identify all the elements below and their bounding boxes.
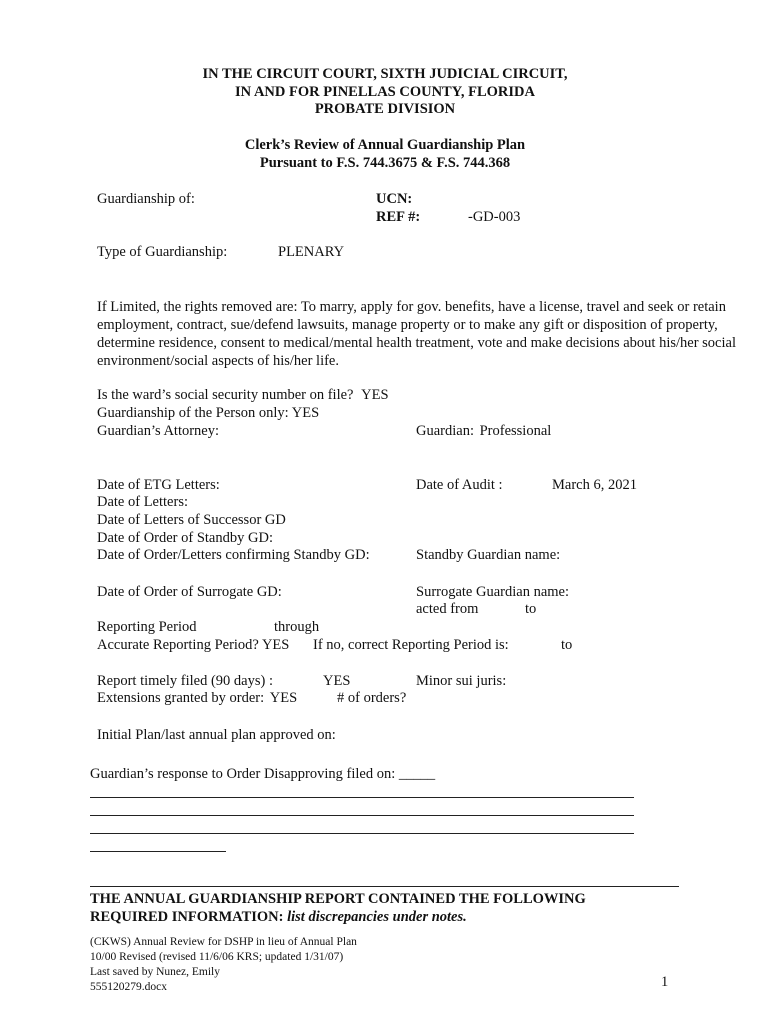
date-standby-confirm-label: Date of Order/Letters confirming Standby GD: bbox=[97, 547, 370, 563]
response-line-2 bbox=[90, 815, 634, 816]
minor-sui-juris-label: Minor sui juris: bbox=[416, 673, 507, 689]
accurate-value: YES bbox=[261, 637, 290, 653]
ucn-label: UCN: bbox=[376, 191, 413, 207]
date-surrogate-order-label: Date of Order of Surrogate GD: bbox=[97, 584, 282, 600]
type-of-guardianship-label: Type of Guardianship: bbox=[97, 244, 228, 260]
page-title-line1: Clerk’s Review of Annual Guardianship Plan bbox=[244, 137, 526, 153]
standby-guardian-name-label: Standby Guardian name: bbox=[416, 547, 561, 563]
guardian-type bbox=[416, 423, 551, 440]
acted-to-label: to bbox=[525, 601, 537, 617]
page-title-line2: Pursuant to F.S. 744.3675 & F.S. 744.368 bbox=[259, 155, 511, 171]
ref-value: -GD-003 bbox=[468, 209, 521, 225]
footer-line3: Last saved by Nunez, Emily bbox=[90, 966, 220, 978]
court-header-line1: IN THE CIRCUIT COURT, SIXTH JUDICIAL CIRCUIT, bbox=[202, 66, 568, 82]
date-of-audit-label: Date of Audit : bbox=[416, 477, 503, 493]
date-successor-label: Date of Letters of Successor GD bbox=[97, 512, 286, 528]
person-only-label: Guardianship of the Person only: bbox=[97, 405, 289, 421]
date-of-letters-label: Date of Letters: bbox=[97, 494, 188, 510]
acted-from-label: acted from bbox=[416, 601, 479, 617]
section-divider bbox=[90, 886, 679, 887]
response-line-1 bbox=[90, 797, 634, 798]
correct-period-label: If no, correct Reporting Period is: bbox=[313, 637, 509, 653]
extensions-label: Extensions granted by order: bbox=[97, 690, 265, 706]
accurate-reporting-period bbox=[97, 637, 289, 654]
reporting-period-label: Reporting Period bbox=[97, 619, 197, 635]
response-line-3 bbox=[90, 833, 634, 834]
reporting-through-label: through bbox=[274, 619, 320, 635]
footer-line2: 10/00 Revised (revised 11/6/06 KRS; updated 1/31/07) bbox=[90, 951, 344, 963]
section-heading-italic: list discrepancies under notes. bbox=[287, 909, 467, 925]
date-etg-letters-label: Date of ETG Letters: bbox=[97, 477, 220, 493]
footer-line1: (CKWS) Annual Review for DSHP in lieu of Annual Plan bbox=[90, 936, 357, 948]
date-of-audit-value: March 6, 2021 bbox=[552, 477, 637, 493]
response-line-4 bbox=[90, 851, 226, 852]
section-heading-line2 bbox=[90, 909, 467, 926]
person-only bbox=[97, 405, 319, 422]
ssn-label: Is the ward’s social security number on file? bbox=[97, 387, 354, 403]
number-of-orders-label: # of orders? bbox=[337, 690, 407, 706]
ssn-on-file bbox=[97, 387, 389, 404]
date-standby-order-label: Date of Order of Standby GD: bbox=[97, 530, 273, 546]
court-header-line2: IN AND FOR PINELLAS COUNTY, FLORIDA bbox=[235, 84, 535, 100]
correct-period-to-label: to bbox=[561, 637, 573, 653]
extensions-value: YES bbox=[269, 690, 298, 706]
accurate-label: Accurate Reporting Period? bbox=[97, 637, 259, 653]
court-header-line3: PROBATE DIVISION bbox=[314, 101, 456, 117]
response-order-disapproving-label: Guardian’s response to Order Disapproving filed on: _____ bbox=[90, 766, 436, 782]
guardian-label: Guardian: bbox=[416, 423, 474, 439]
guardian-attorney-label: Guardian’s Attorney: bbox=[97, 423, 220, 439]
section-heading-line1: THE ANNUAL GUARDIANSHIP REPORT CONTAINED THE FOLLOWING bbox=[90, 891, 586, 907]
surrogate-guardian-name-label: Surrogate Guardian name: bbox=[416, 584, 570, 600]
section-heading-bold: REQUIRED INFORMATION: bbox=[90, 909, 288, 925]
ref-label: REF #: bbox=[376, 209, 421, 225]
type-of-guardianship-value: PLENARY bbox=[278, 244, 345, 260]
initial-plan-approved-label: Initial Plan/last annual plan approved on: bbox=[97, 727, 336, 743]
extensions-granted bbox=[97, 690, 297, 707]
ssn-value: YES bbox=[361, 387, 389, 403]
rights-removed-paragraph: If Limited, the rights removed are: To marry, apply for gov. benefits, have a license, travel and seek or retain employment, contract, sue/defend lawsuits, manage property or to make any gift or disposition of property, determine residence, consent to medical/mental health treatment, vote and make decisions about his/her social environment/social aspects of his/her life. bbox=[97, 299, 736, 369]
person-only-value: YES bbox=[291, 405, 320, 421]
guardianship-of-label: Guardianship of: bbox=[97, 191, 195, 207]
guardian-value: Professional bbox=[479, 423, 552, 439]
timely-filed-label: Report timely filed (90 days) : bbox=[97, 673, 273, 689]
timely-filed-value: YES bbox=[323, 673, 351, 689]
page-number: 1 bbox=[661, 974, 669, 990]
footer-line4: 555120279.docx bbox=[90, 981, 167, 993]
